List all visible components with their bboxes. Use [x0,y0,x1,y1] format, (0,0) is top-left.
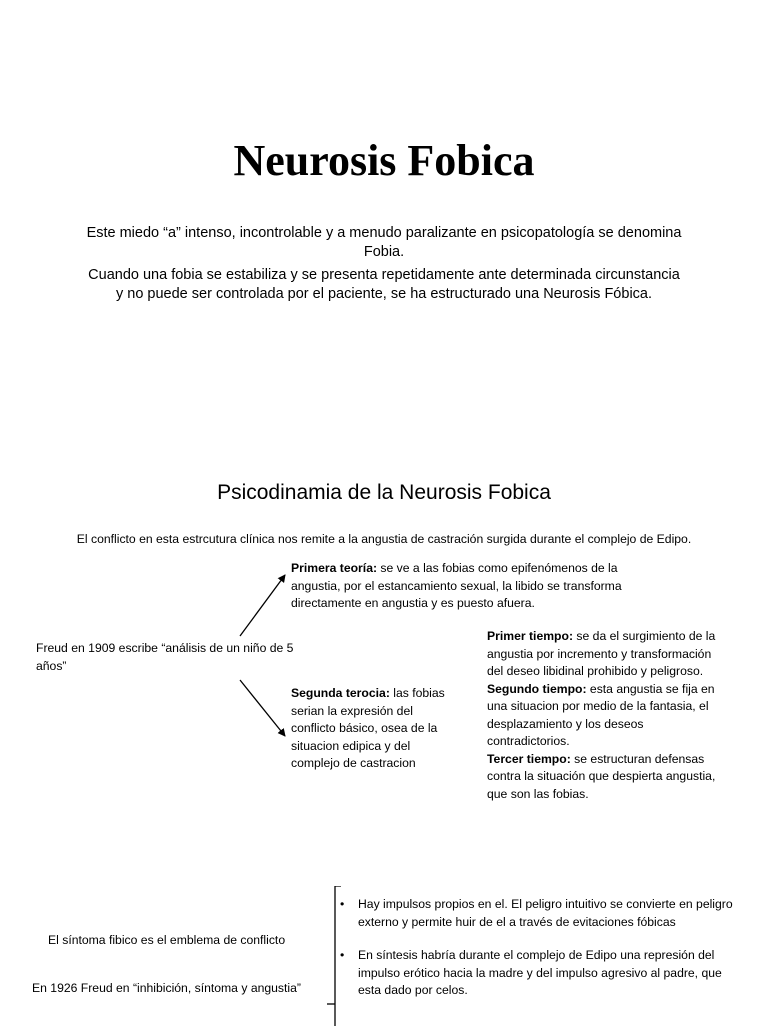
conflict-statement: El conflicto en esta estrcutura clínica nos remite a la angustia de castración surgida durante el complejo de Edipo. [76,532,692,546]
tiempo-label: Tercer tiempo: [487,751,571,766]
bullet-text: En síntesis habría durante el complejo de Edipo una represión del impulso erótico hacia la madre y del impulso agresivo al padre, que esta dado por celos. [358,948,722,997]
tiempos-list [487,628,727,803]
tiempo-label: Segundo tiempo: [487,681,587,696]
tiempo-text: se estructuran defensas contra la situación que despierta angustia, que son las fobias. [487,751,716,801]
segunda-teoria-text: las fobias serian la expresión del conflicto básico, osea de la situacion edipica y del complejo de castracion [291,686,445,770]
tiempo-item [487,628,727,681]
bullet-list [340,896,740,1016]
freud-1909-note: Freud en 1909 escribe “análisis de un niño de 5 años” [36,641,294,673]
slide-psicodinamia [0,440,768,860]
tiempo-text: se da el surgimiento de la angustia por incremento y transformación del deseo libidinal prohibido y peligroso. [487,629,716,678]
intro-paragraph-fobia: Este miedo “a” intenso, incontrolable y a menudo paralizante en psicopatología se denomina Fobia. [86,225,682,260]
list-item [340,947,740,1000]
list-item [340,896,740,931]
section-title: Psicodinamia de la Neurosis Fobica [217,481,551,504]
slide-sintoma [0,870,768,1024]
bullet-text: Hay impulsos propios en el. El peligro intuitivo se convierte en peligro externo y permite huir de el a través de evitaciones fóbicas [358,897,733,929]
bullet-icon: • [340,948,345,962]
tiempo-label: Primer tiempo: [487,629,574,643]
tiempo-item [487,681,727,751]
primera-teoria-label: Primera teoría: [291,561,378,575]
primera-teoria-text: se ve a las fobias como epifenómenos de la angustia, por el estancamiento sexual, la libido se transforma directamente en angustia y es puesto afuera. [291,561,622,610]
arrow-up-icon [240,575,285,636]
segunda-teoria [291,685,461,773]
arrow-down-icon [240,680,285,736]
slide-neurosis-fobica [0,0,768,420]
tiempo-item [487,751,727,804]
bullet-icon: • [340,897,345,911]
page-title: Neurosis Fobica [233,136,535,185]
primera-teoria [291,560,636,613]
tiempo-text: esta angustia se fija en una situacion por medio de la fantasia, el desplazamiento y los deseos contradictorios. [487,681,715,748]
sintoma-statement: El síntoma fibico es el emblema de conflicto [48,933,286,947]
intro-paragraph-neurosis: Cuando una fobia se estabiliza y se presenta repetidamente ante determinada circunstancia y no puede ser controlada por el paciente, se ha estructurado una Neurosis Fóbica. [88,267,680,302]
segunda-teoria-label: Segunda terocia: [291,686,390,700]
freud-1926-note: En 1926 Freud en “inhibición, síntoma y angustia” [32,981,301,995]
